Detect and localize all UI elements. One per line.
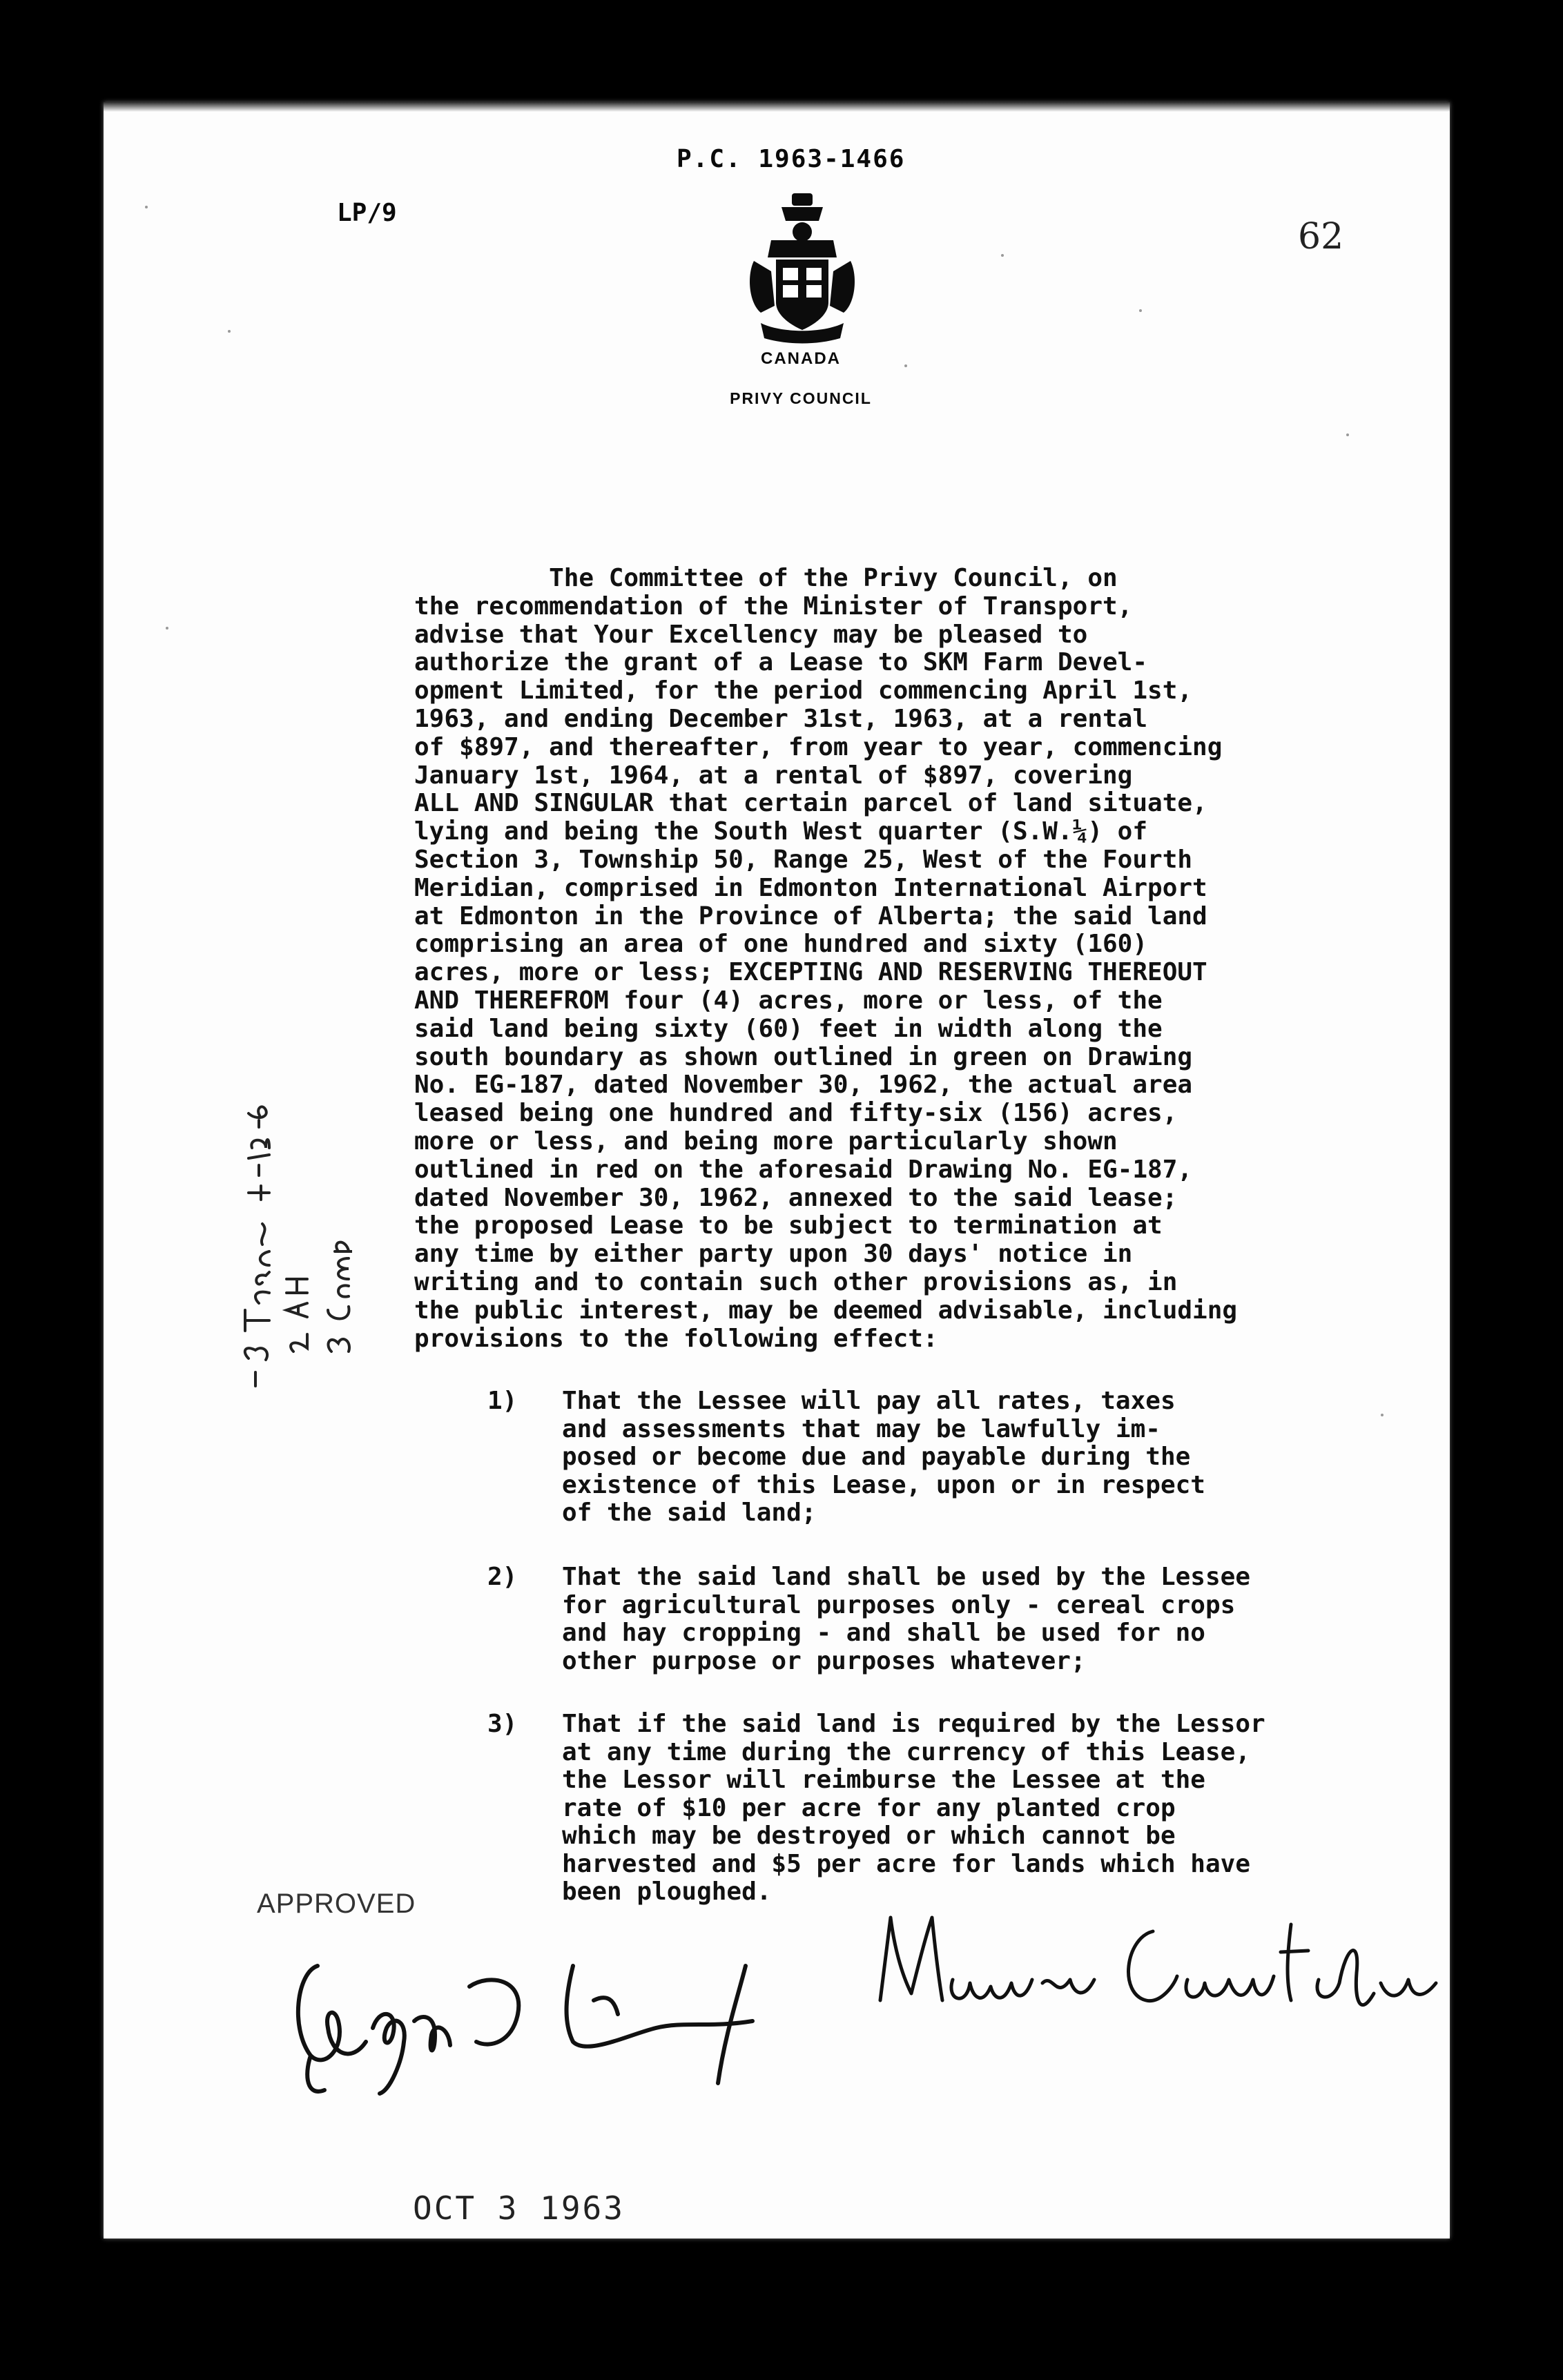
body-line: outlined in red on the aforesaid Drawing No. EG-187, [414,1155,1193,1184]
body-line: Meridian, comprised in Edmonton International Airport [414,873,1207,902]
coat-of-arms-icon [733,192,871,351]
body-line: January 1st, 1964, at a rental of $897, covering [414,761,1133,790]
clause-number: 3) [487,1710,518,1738]
body-line: opment Limited, for the period commencing April 1st, [414,676,1193,705]
approved-label: APPROVED [257,1889,416,1919]
body-line: AND THEREFROM four (4) acres, more or less, of the [414,986,1163,1015]
body-line: provisions to the following effect: [414,1324,938,1353]
minister-signature [863,1897,1457,2021]
clause-text: That the said land shall be used by the Lessee for agricultural purposes only - cereal crops and hay cropping - and shall be used for no other purpose or purposes whatever; [562,1563,1250,1675]
body-line: said land being sixty (60) feet in width along the [414,1014,1163,1043]
approval-date-stamp: OCT 3 1963 [413,2189,625,2227]
body-line: any time by either party upon 30 days' notice in [414,1240,1133,1269]
body-line: acres, more or less; EXCEPTING AND RESERVING THEREOUT [414,958,1207,987]
clause-text: That if the said land is required by the Lessor at any time during the currency of this Lease, the Lessor will reimburse the Lessee at the rate of $10 per acre for any planted crop which may be destroyed or which cannot be harvested and $5 per acre for lands which have been ploughed. [562,1710,1265,1906]
body-line: 1963, and ending December 31st, 1963, at a rental [414,704,1148,733]
body-line: the recommendation of the Minister of Transport, [414,592,1133,621]
body-line: ALL AND SINGULAR that certain parcel of land situate, [414,789,1207,818]
body-line: The Committee of the Privy Council, on [414,564,1118,592]
body-line: the public interest, may be deemed advisable, including [414,1296,1238,1325]
body-line: at Edmonton in the Province of Alberta; the said land [414,901,1207,930]
handwritten-margin-note [173,999,352,1414]
order-body-text [414,565,1464,1353]
body-line: writing and to contain such other provisions as, in [414,1267,1178,1296]
document-page [104,102,1450,2238]
body-line: more or less, and being more particularly shown [414,1126,1118,1155]
body-line: advise that Your Excellency may be pleased to [414,620,1088,649]
council-label: PRIVY COUNCIL [730,389,872,407]
body-line: Section 3, Township 50, Range 25, West of the Fourth [414,845,1193,874]
body-line: lying and being the South West quarter (S.W.¼) of [414,817,1148,846]
body-line: dated November 30, 1962, annexed to the said lease; [414,1183,1178,1212]
clause-number: 2) [487,1563,518,1591]
governor-general-signature [269,1924,822,2104]
clause-text: That the Lessee will pay all rates, taxes and assessments that may be lawfully im- posed or become due and payable during the existence of this Lease, upon or in respect of the said land; [562,1387,1205,1527]
body-line: of $897, and thereafter, from year to year, commencing [414,732,1223,761]
page-top-edge [104,102,1450,112]
file-reference: LP/9 [337,199,397,227]
body-line: authorize the grant of a Lease to SKM Farm Devel- [414,648,1148,677]
body-line: the proposed Lease to be subject to termination at [414,1211,1163,1240]
country-label: CANADA [761,349,841,368]
clause-number: 1) [487,1387,518,1415]
body-line: No. EG-187, dated November 30, 1962, the actual area [414,1071,1193,1100]
body-line: comprising an area of one hundred and sixty (160) [414,930,1148,959]
order-number: P.C. 1963-1466 [677,145,906,173]
body-line: leased being one hundred and fifty-six (156) acres, [414,1099,1178,1128]
body-line: south boundary as shown outlined in green on Drawing [414,1042,1193,1071]
page-number: 62 [1298,216,1344,257]
